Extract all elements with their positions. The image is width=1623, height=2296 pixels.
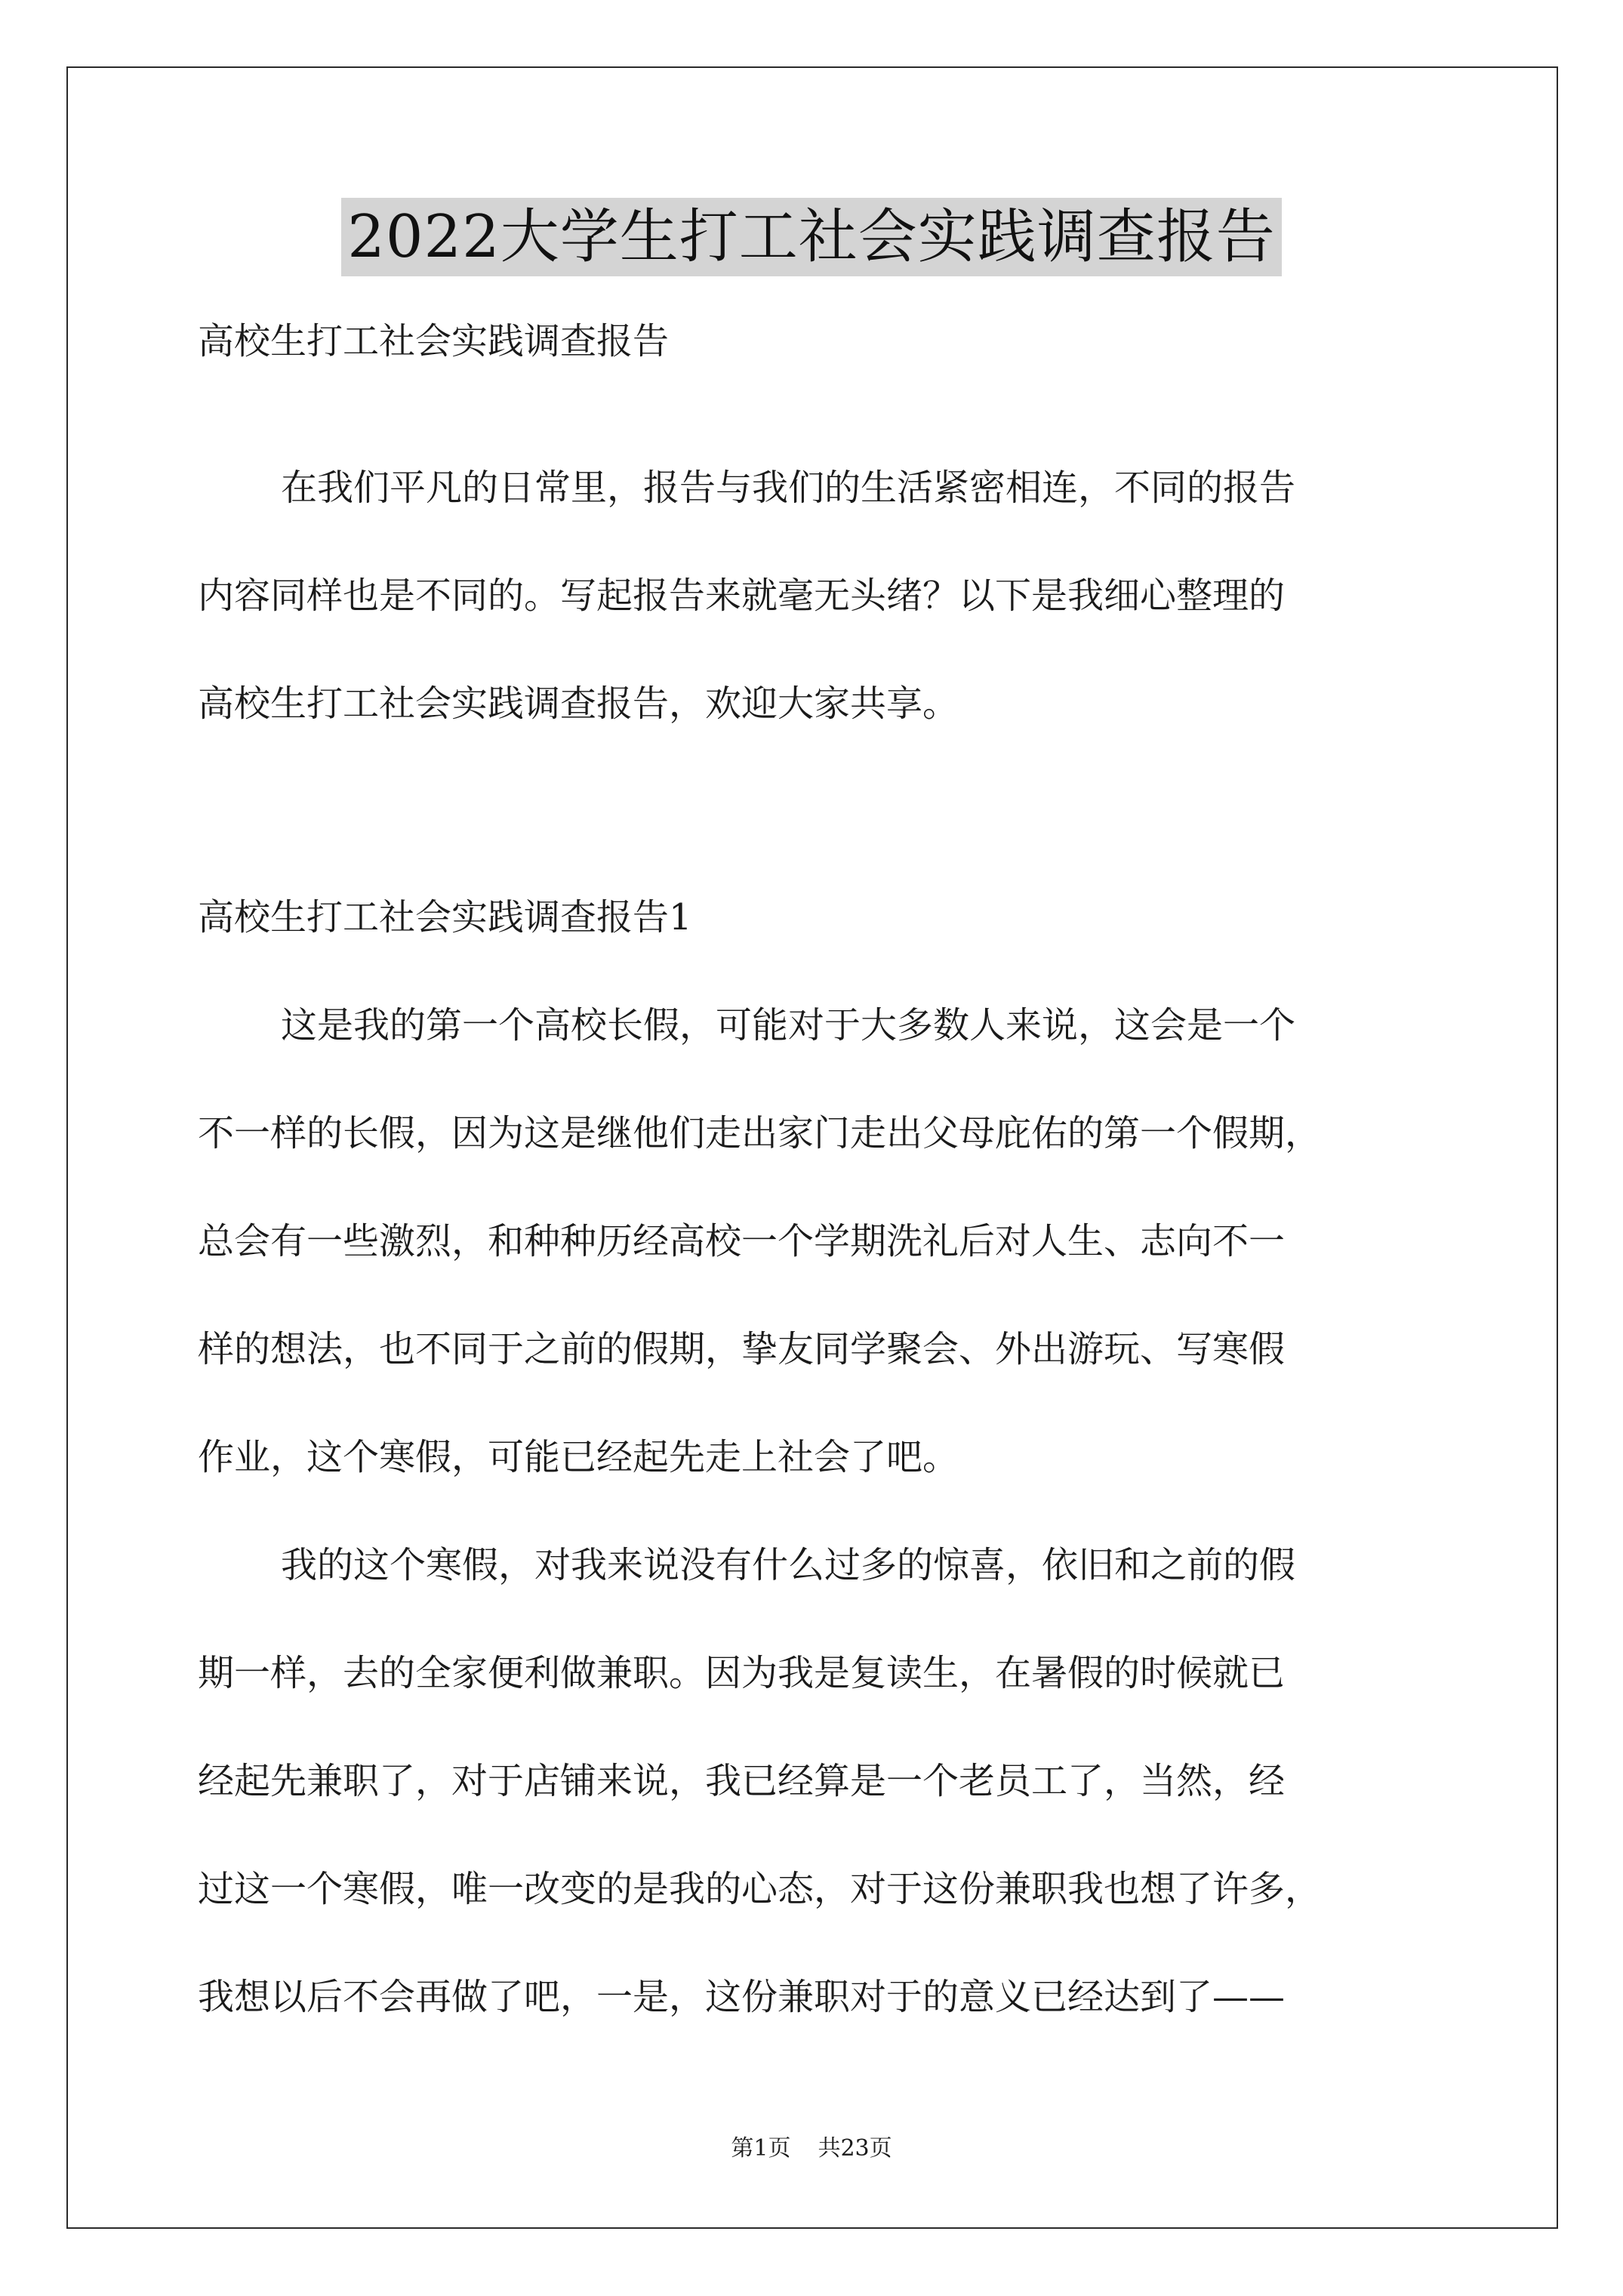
body-line: 不一样的长假，因为这是继他们走出家门走出父母庇佑的第一个假期， xyxy=(198,1112,1322,1154)
body-line: 在我们平凡的日常里，报告与我们的生活紧密相连，不同的报告 xyxy=(281,467,1296,509)
body-line: 经起先兼职了，对于店铺来说，我已经算是一个老员工了，当然，经 xyxy=(198,1760,1286,1802)
body-line: 样的想法，也不同于之前的假期，挚友同学聚会、外出游玩、写寒假 xyxy=(198,1328,1286,1370)
body-line: 作业，这个寒假，可能已经起先走上社会了吧。 xyxy=(198,1436,959,1478)
page-number: 第1页 xyxy=(731,2135,791,2162)
body-line: 这是我的第一个高校长假，可能对于大多数人来说，这会是一个 xyxy=(281,1004,1296,1046)
body-line: 高校生打工社会实践调查报告，欢迎大家共享。 xyxy=(198,683,959,725)
body-line: 期一样，去的全家便利做兼职。因为我是复读生，在暑假的时候就已 xyxy=(198,1652,1286,1694)
subtitle-line: 高校生打工社会实践调查报告 xyxy=(198,320,670,362)
page-footer xyxy=(0,2134,1623,2164)
section-heading: 高校生打工社会实践调查报告1 xyxy=(198,896,692,938)
body-line: 内容同样也是不同的。写起报告来就毫无头绪？以下是我细心整理的 xyxy=(198,575,1286,617)
body-line: 我的这个寒假，对我来说没有什么过多的惊喜，依旧和之前的假 xyxy=(281,1544,1296,1586)
document-title: 2022大学生打工社会实践调查报告 xyxy=(341,198,1282,276)
body-line: 总会有一些激烈，和种种历经高校一个学期洗礼后对人生、志向不一 xyxy=(198,1220,1286,1262)
body-line: 我想以后不会再做了吧，一是，这份兼职对于的意义已经达到了—— xyxy=(198,1976,1286,2018)
page-total: 共23页 xyxy=(818,2135,892,2162)
body-line: 过这一个寒假，唯一改变的是我的心态，对于这份兼职我也想了许多， xyxy=(198,1868,1322,1910)
title-container xyxy=(0,198,1623,276)
